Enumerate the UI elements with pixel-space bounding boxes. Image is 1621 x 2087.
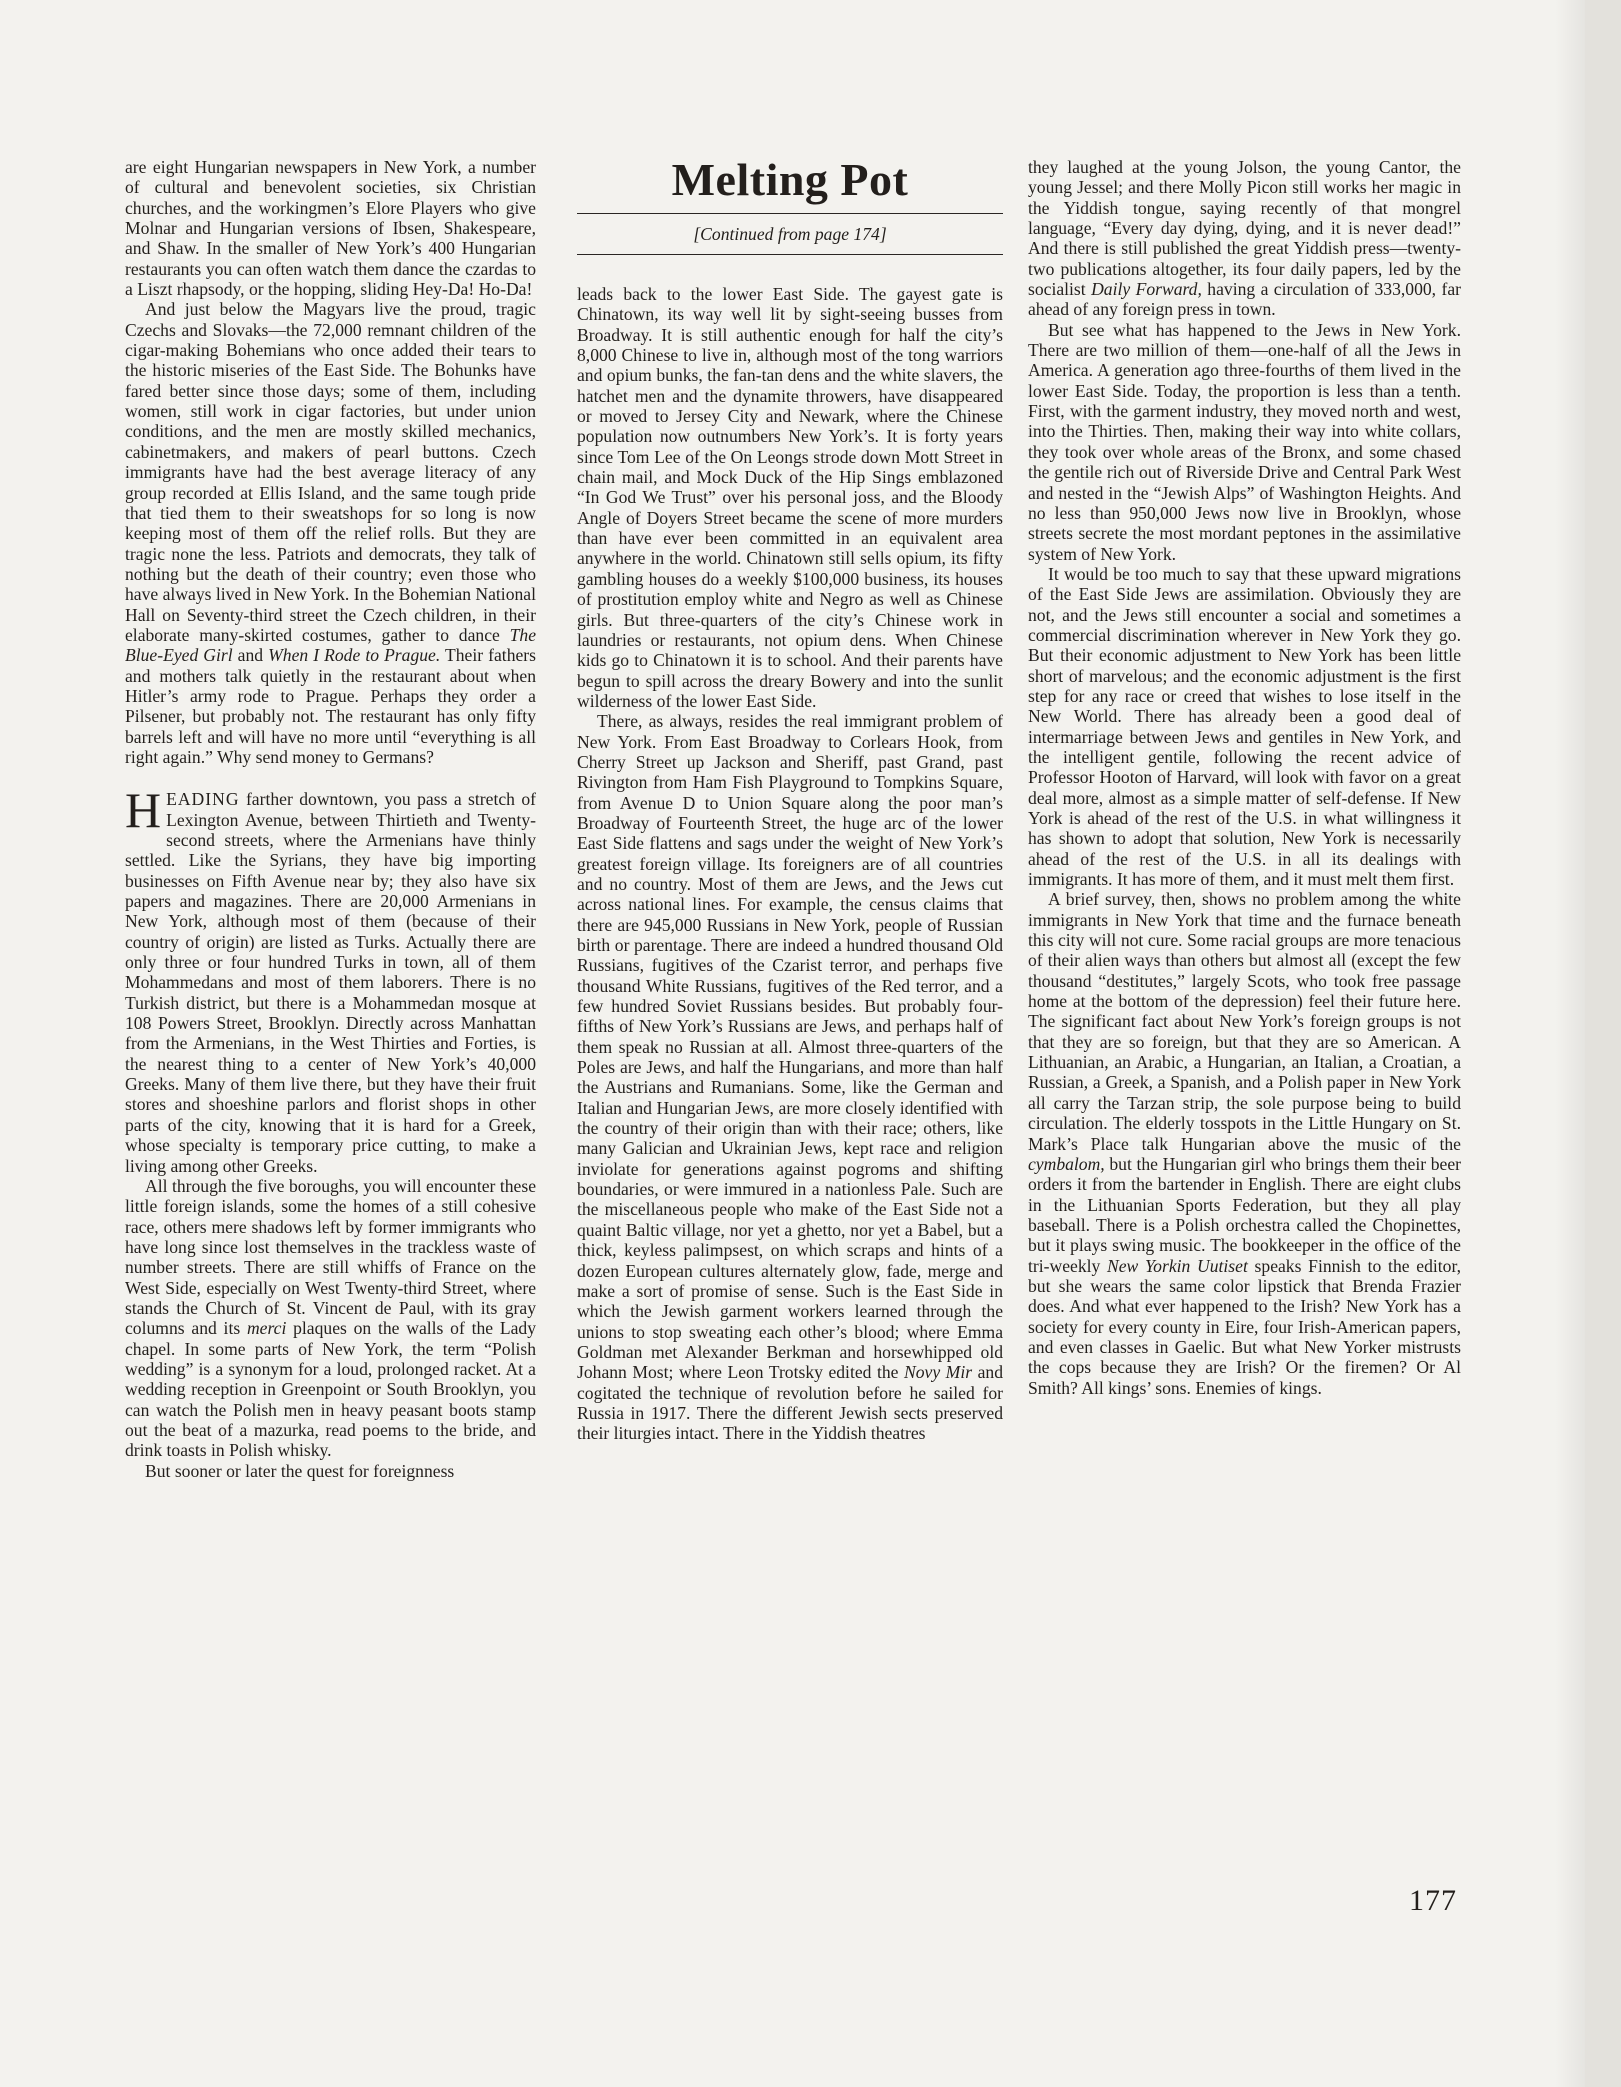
title-rule	[577, 254, 1003, 255]
article-title: Melting Pot	[577, 153, 1003, 214]
paragraph: All through the five boroughs, you will encounter these little foreign islands, some the homes of a still cohesive race, others mere shadows left by former immigrants who have long since lost themselves in the trackless waste of number streets. There are still whiffs of France on the West Side, especially on West Twenty-third Street, where stands the Church of St. Vincent de Paul, with its gray columns and its merci plaques on the walls of the Lady chapel. In some parts of New York, the term “Polish wedding” is a synonym for a loud, prolonged racket. At a wedding reception in Greenpoint or South Brooklyn, you can watch the Polish men in heavy peasant boots stamp out the beat of a mazurka, read poems to the bride, and drink toasts in Polish whisky.	[125, 1175, 536, 1461]
column-1	[125, 157, 536, 1481]
paragraph: But sooner or later the quest for foreignness	[145, 1460, 455, 1481]
page-number: 177	[1409, 1884, 1457, 1917]
paragraph: And just below the Magyars live the proud, tragic Czechs and Slovaks—the 72,000 remnant children of the cigar-making Bohemians who once added their tears to the historic miseries of the East Side. The Bohunks have fared better since those days; some of them, including women, still work in cigar factories, but under union conditions, and the men are mostly skilled mechanics, cabinetmakers, and makers of pearl buttons. Czech immigrants have had the best average literacy of any group recorded at Ellis Island, and the same tough pride that tied them to their sweatshops for so long is now keeping most of them off the relief rolls. But they are tragic none the less. Patriots and democrats, they talk of nothing but the death of their country; even those who have always lived in New York. In the Bohemian National Hall on Seventy-third street the Czech children, in their elaborate many-skirted costumes, gather to dance The Blue-Eyed Girl and When I Rode to Prague. Their fathers and mothers talk quietly in the restaurant about when Hitler’s army rode to Prague. Perhaps they order a Pilsener, but probably not. The restaurant has only fifty barrels left and will have no more until “everything is all right again.” Why send money to Germans?	[125, 299, 536, 767]
paragraph: A brief survey, then, shows no problem among the white immigrants in New York that time and the furnace beneath this city will not cure. Some racial groups are more tenacious of their alien ways than others but almost all (except the few thousand “destitutes,” largely Scots, who took free passage home at the bottom of the depression) feel their future here. The significant fact about New York’s foreign groups is not that they are so foreign, but that they are so American. A Lithuanian, an Arabic, a Hungarian, an Italian, a Croatian, a Russian, a Greek, a Spanish, and a Polish paper in New York all carry the Tarzan strip, the sole purpose being to build circulation. The elderly tosspots in the Little Hungary on St. Mark’s Place talk Hungarian above the music of the cymbalom, but the Hungarian girl who brings them their beer orders it from the bartender in English. There are eight clubs in the Lithuanian Sports Federation, but they all play baseball. There is a Polish orchestra called the Chopinettes, but it plays swing music. The bookkeeper in the office of the tri-weekly New Yorkin Uutiset speaks Finnish to the editor, but she wears the same color lipstick that Brenda Frazier does. And what ever happened to the Irish? New York has a society for every county in Eire, four Irish-American papers, and even classes in Gaelic. But what New Yorker mistrusts the cops because they are Irish? Or the firemen? Or Al Smith? All kings’ sons. Enemies of kings.	[1028, 889, 1461, 1398]
paragraph: There, as always, resides the real immigrant problem of New York. From East Broadway to Corlears Hook, from Cherry Street up Jackson and Sheriff, past Grand, past Rivington from Ham Fish Playground to Tompkins Square, from Avenue D to Union Square along the poor man’s Broadway of Fourteenth Street, the huge arc of the lower East Side flattens and sags under the weight of New York’s greatest foreign village. Its foreigners are of all countries and no country. Most of them are Jews, and the Jews cut across national lines. For example, the census claims that there are 945,000 Russians in New York, people of Russian birth or parentage. There are indeed a hundred thousand Old Russians, fugitives of the Czarist terror, and perhaps five thousand White Russians, fugitives of the Red terror, and a few hundred Soviet Russians besides. But probably four-fifths of New York’s Russians are Jews, and perhaps half of them speak no Russian at all. Almost three-quarters of the Poles are Jews, and half the Hungarians, and more than half the Austrians and Rumanians. Some, like the German and Italian and Hungarian Jews, are more closely identified with the country of their origin than with their race; others, like many Galician and Ukrainian Jews, kept race and religion inviolate for generations against pogroms and shifting boundaries, or were immured in a nationless Pale. Such are the miscellaneous people who make of the East Side not a quaint Baltic village, nor yet a ghetto, nor yet a Babel, but a thick, keyless palimpsest, on which scraps and hints of a dozen European cultures alternately glow, fade, merge and make a sort of promise of sense. Such is the East Side in which the Jewish garment workers learned through the unions to stop sweating each other’s blood; where Emma Goldman met Alexander Berkman and horsewhipped old Johann Most; where Leon Trotsky edited the Novy Mir and cogitated the technique of revolution before he sailed for Russia in 1917. There the different Jewish sects preserved their liturgies intact. There in the Yiddish theatres	[577, 711, 1003, 1444]
paragraph-dropcap: HEADING farther downtown, you pass a stretch of Lexington Avenue, between Thirtieth and Twenty-second streets, where the Armenians have thinly settled. Like the Syrians, they have big importing businesses on Fifth Avenue near by; they also have six papers and magazines. There are 20,000 Armenians in New York, although most of them (because of their country of origin) are listed as Turks. Actually there are only three or four hundred Turks in town, all of them Mohammedans and most of them laborers. There is no Turkish district, but there is a Mohammedan mosque at 108 Powers Street, Brooklyn. Directly across Manhattan from the Armenians, in the West Thirties and Forties, is the nearest thing to a center of New York’s 40,000 Greeks. Many of them live there, but they have their fruit stores and shoeshine parlors and florist shops in other parts of the city, knowing that it is hard for a Greek, whose specialty is temporary price cutting, to make a living among other Greeks.	[125, 782, 536, 1176]
section-break	[125, 767, 536, 789]
paragraph: It would be too much to say that these upward migrations of the East Side Jews are assimilation. Obviously they are not, and the Jews still encounter a social and sometimes a commercial discrimination wherever in New York they go. But their economic adjustment to New York has been little short of marvelous; and the economic adjustment is the first step for any race or creed that wishes to lose itself in the New World. There has already been a good deal of intermarriage between Jews and gentiles in New York, and the intelligent gentile, following the recent advice of Professor Hooton of Harvard, will look with favor on a great deal more, almost as a simple matter of self-defense. If New York is ahead of the rest of the U.S. in what willingness it has shown to adopt that solution, New York is necessarily ahead of the rest of the U.S. in all its dealings with immigrants. It has more of them, and it must melt them first.	[1028, 563, 1461, 890]
paragraph: are eight Hungarian newspapers in New York, a number of cultural and benevolent societies, six Christian churches, and the workingmen’s Elore Players who give Molnar and Hungarian versions of Ibsen, Shakespeare, and Shaw. In the smaller of New York’s 400 Hungarian restaurants you can often watch them dance the czardas to a Liszt rhapsody, or the hopping, sliding Hey-Da! Ho-Da!	[125, 157, 536, 300]
paragraph: leads back to the lower East Side. The gayest gate is Chinatown, its way well lit by sight-seeing busses from Broadway. It is still authentic enough for half the city’s 8,000 Chinese to live in, although most of the tong warriors and opium bunks, the fan-tan dens and the white slavers, the hatchet men and the dynamite throwers, have disappeared or moved to Jersey City and Newark, where the Chinese population now outnumbers New York’s. It is forty years since Tom Lee of the On Leongs strode down Mott Street in chain mail, and Mock Duck of the Hip Sings emblazoned “In God We Trust” over his personal joss, and the Bloody Angle of Doyers Street became the scene of more murders than have ever been committed in an equivalent area anywhere in the world. Chinatown still sells opium, its fifty gambling houses do a weekly $100,000 business, its houses of prostitution employ white and Negro as well as Chinese girls. But three-quarters of the city’s Chinese work in laundries or restaurants, not opium dens. When Chinese kids go to Chinatown it is to school. And their parents have begun to spill across the dreary Bowery and into the sunlit wilderness of the lower East Side.	[577, 284, 1003, 711]
paragraph: But see what has happened to the Jews in New York. There are two million of them—one-half of all the Jews in America. A generation ago three-fourths of them lived in the lower East Side. Today, the proportion is less than a tenth. First, with the garment industry, they moved north and west, into the Thirties. Then, making their way into white collars, they took over whole areas of the Bronx, and some chased the gentile rich out of Riverside Drive and Central Park West and nested in the “Jewish Alps” of Washington Heights. And no less than 950,000 Jews now live in Brooklyn, whose streets secrete the most mordant peptones in the assimilative system of New York.	[1028, 319, 1461, 564]
continued-note: [Continued from page 174]	[693, 224, 887, 244]
column-3	[1028, 157, 1461, 1398]
paragraph: they laughed at the young Jolson, the young Cantor, the young Jessel; and there Molly Picon still works her magic in the Yiddish tongue, saying recently of that mongrel language, “Every day dying, dying, and it is never dead!” And there is still published the great Yiddish press—twenty-two publications altogether, its four daily papers, led by the socialist Daily Forward, having a circulation of 333,000, far ahead of any foreign press in town.	[1028, 157, 1461, 320]
drop-cap: H	[125, 782, 162, 839]
column-2	[577, 284, 1003, 1444]
title-block	[577, 153, 1003, 255]
